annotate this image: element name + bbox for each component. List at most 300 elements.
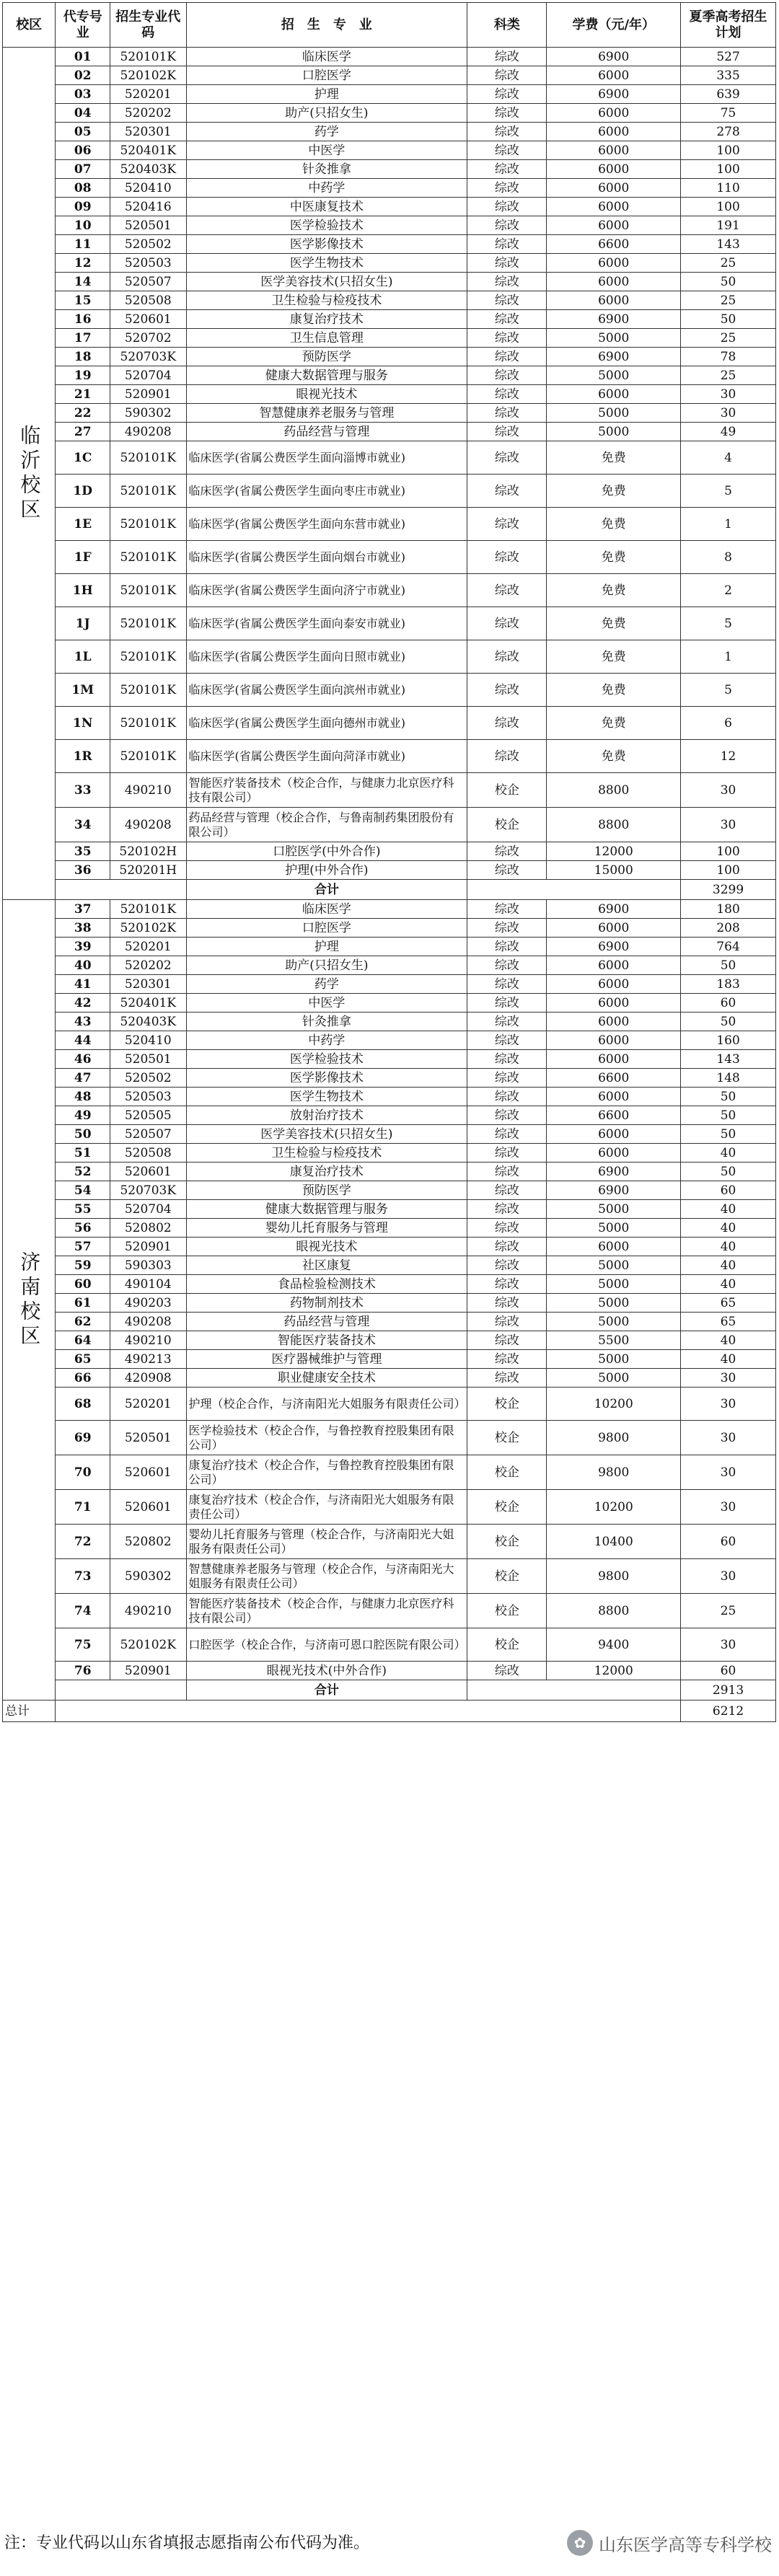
linyi-cell-major-code: 520703K: [110, 348, 186, 366]
jinan-cell-code: 61: [56, 1294, 110, 1313]
linyi-cell-tuition: 5000: [547, 404, 681, 423]
jinan-table-row: [3, 1525, 776, 1559]
header-code: 代专号业: [56, 3, 110, 48]
linyi-cell-major-code: 520503: [110, 254, 186, 273]
jinan-cell-major-name: 中医学: [186, 994, 467, 1013]
jinan-cell-major-code: 420908: [110, 1369, 186, 1388]
jinan-table-row: [3, 1388, 776, 1421]
jinan-cell-major-name: 医学影像技术: [186, 1069, 467, 1088]
header-category: 科类: [467, 3, 547, 48]
linyi-cell-major-code: 520202: [110, 104, 186, 123]
jinan-cell-plan: 30: [681, 1628, 776, 1662]
linyi-cell-major-name: 临床医学: [186, 48, 467, 66]
linyi-table-row: [3, 366, 776, 385]
linyi-cell-plan: 6: [681, 707, 776, 740]
jinan-table-row: [3, 1275, 776, 1294]
linyi-cell-plan: 100: [681, 160, 776, 179]
jinan-cell-major-name: 药物制剂技术: [186, 1294, 467, 1313]
jinan-cell-major-code: 520802: [110, 1219, 186, 1238]
linyi-cell-category: 综改: [467, 508, 547, 541]
linyi-cell-code: 19: [56, 366, 110, 385]
jinan-table-row: [3, 1031, 776, 1050]
jinan-table-row: [3, 1125, 776, 1144]
jinan-cell-category: 综改: [467, 1350, 547, 1369]
jinan-cell-category: 综改: [467, 919, 547, 938]
jinan-cell-tuition: 5000: [547, 1369, 681, 1388]
linyi-cell-code: 1E: [56, 508, 110, 541]
jinan-cell-plan: 30: [681, 1421, 776, 1455]
linyi-cell-category: 综改: [467, 740, 547, 773]
jinan-cell-plan: 40: [681, 1238, 776, 1256]
jinan-cell-plan: 30: [681, 1490, 776, 1525]
jinan-table-row: [3, 1088, 776, 1106]
jinan-table-row: [3, 1238, 776, 1256]
grand-total-spacer: [56, 1701, 681, 1722]
linyi-cell-code: 1F: [56, 541, 110, 574]
jinan-cell-category: 综改: [467, 1181, 547, 1200]
jinan-cell-major-name: 眼视光技术(中外合作): [186, 1662, 467, 1680]
jinan-cell-plan: 180: [681, 900, 776, 919]
linyi-cell-major-name: 中医康复技术: [186, 198, 467, 216]
jinan-cell-major-name: 智能医疗装备技术（校企合作，与健康力北京医疗科技有限公司）: [186, 1594, 467, 1628]
linyi-cell-category: 综改: [467, 861, 547, 880]
jinan-cell-tuition: 6600: [547, 1069, 681, 1088]
linyi-cell-category: 综改: [467, 475, 547, 508]
jinan-table-row: [3, 1455, 776, 1490]
jinan-cell-major-name: 智能医疗装备技术: [186, 1331, 467, 1350]
linyi-cell-code: 11: [56, 235, 110, 254]
linyi-table-row: [3, 141, 776, 160]
jinan-cell-plan: 40: [681, 1275, 776, 1294]
linyi-cell-major-code: 490210: [110, 773, 186, 808]
jinan-table-row: [3, 956, 776, 975]
jinan-cell-major-code: 520201: [110, 938, 186, 956]
jinan-cell-tuition: 9400: [547, 1628, 681, 1662]
jinan-cell-code: 55: [56, 1200, 110, 1219]
jinan-table-row: [3, 1369, 776, 1388]
linyi-cell-code: 1R: [56, 740, 110, 773]
linyi-cell-tuition: 5000: [547, 329, 681, 348]
linyi-cell-plan: 639: [681, 85, 776, 104]
linyi-cell-code: 10: [56, 216, 110, 235]
linyi-cell-category: 综改: [467, 273, 547, 291]
jinan-cell-code: 42: [56, 994, 110, 1013]
jinan-cell-tuition: 5000: [547, 1200, 681, 1219]
linyi-cell-code: 14: [56, 273, 110, 291]
jinan-cell-code: 75: [56, 1628, 110, 1662]
linyi-cell-tuition: 免费: [547, 607, 681, 640]
linyi-cell-tuition: 6900: [547, 85, 681, 104]
jinan-cell-tuition: 6000: [547, 1238, 681, 1256]
jinan-cell-major-code: 520101K: [110, 900, 186, 919]
jinan-cell-code: 72: [56, 1525, 110, 1559]
jinan-table-row: [3, 1069, 776, 1088]
linyi-total-row: [3, 880, 776, 900]
linyi-cell-major-name: 口腔医学: [186, 66, 467, 85]
linyi-table-row: [3, 254, 776, 273]
linyi-cell-code: 09: [56, 198, 110, 216]
jinan-cell-major-code: 520401K: [110, 994, 186, 1013]
linyi-table-row: [3, 48, 776, 66]
linyi-table-row: [3, 508, 776, 541]
jinan-campus-label: 济南校区: [3, 900, 56, 1701]
jinan-cell-code: 69: [56, 1421, 110, 1455]
jinan-cell-code: 59: [56, 1256, 110, 1275]
jinan-cell-major-name: 放射治疗技术: [186, 1106, 467, 1125]
jinan-cell-category: 综改: [467, 1013, 547, 1031]
linyi-table-row: [3, 310, 776, 329]
linyi-cell-plan: 30: [681, 385, 776, 404]
jinan-cell-tuition: 10200: [547, 1388, 681, 1421]
linyi-cell-tuition: 免费: [547, 674, 681, 707]
jinan-cell-major-name: 卫生检验与检疫技术: [186, 1144, 467, 1163]
linyi-table-row: [3, 198, 776, 216]
jinan-table-row: [3, 919, 776, 938]
linyi-cell-category: 综改: [467, 198, 547, 216]
linyi-cell-code: 06: [56, 141, 110, 160]
linyi-total-label: 合计: [186, 880, 467, 900]
linyi-cell-tuition: 免费: [547, 541, 681, 574]
jinan-cell-major-name: 护理（校企合作，与济南阳光大姐服务有限责任公司）: [186, 1388, 467, 1421]
jinan-cell-code: 57: [56, 1238, 110, 1256]
jinan-cell-code: 44: [56, 1031, 110, 1050]
header-tuition: 学费（元/年）: [547, 3, 681, 48]
linyi-cell-code: 08: [56, 179, 110, 198]
linyi-cell-plan: 1: [681, 508, 776, 541]
linyi-cell-plan: 5: [681, 475, 776, 508]
linyi-cell-category: 综改: [467, 842, 547, 861]
linyi-cell-major-name: 护理(中外合作): [186, 861, 467, 880]
linyi-cell-category: 综改: [467, 104, 547, 123]
linyi-cell-plan: 30: [681, 773, 776, 808]
jinan-cell-major-code: 520507: [110, 1125, 186, 1144]
jinan-cell-major-code: 520703K: [110, 1181, 186, 1200]
jinan-cell-category: 综改: [467, 1163, 547, 1181]
enrollment-plan-table: [2, 2, 776, 1722]
jinan-cell-category: 综改: [467, 956, 547, 975]
linyi-table-row: [3, 348, 776, 366]
linyi-cell-category: 综改: [467, 366, 547, 385]
linyi-table-row: [3, 640, 776, 674]
jinan-table-row: [3, 994, 776, 1013]
linyi-cell-tuition: 15000: [547, 861, 681, 880]
jinan-cell-plan: 143: [681, 1050, 776, 1069]
jinan-cell-category: 校企: [467, 1421, 547, 1455]
jinan-total-spacer: [56, 1680, 186, 1701]
jinan-cell-plan: 65: [681, 1294, 776, 1313]
linyi-cell-category: 综改: [467, 123, 547, 141]
linyi-cell-category: 综改: [467, 329, 547, 348]
jinan-cell-category: 综改: [467, 1313, 547, 1331]
linyi-cell-major-name: 临床医学(省属公费医学生面向济宁市就业): [186, 574, 467, 607]
linyi-cell-tuition: 5000: [547, 423, 681, 441]
linyi-cell-category: 综改: [467, 216, 547, 235]
linyi-cell-code: 03: [56, 85, 110, 104]
jinan-cell-category: 综改: [467, 1031, 547, 1050]
linyi-cell-code: 15: [56, 291, 110, 310]
linyi-cell-code: 36: [56, 861, 110, 880]
linyi-table-row: [3, 179, 776, 198]
linyi-cell-category: 综改: [467, 385, 547, 404]
jinan-cell-major-name: 医学检验技术: [186, 1050, 467, 1069]
jinan-cell-tuition: 6000: [547, 1013, 681, 1031]
jinan-cell-category: 综改: [467, 1238, 547, 1256]
linyi-table-row: [3, 541, 776, 574]
watermark: [567, 2530, 772, 2556]
jinan-table-row: [3, 900, 776, 919]
linyi-cell-category: 综改: [467, 85, 547, 104]
linyi-cell-major-name: 临床医学(省属公费医学生面向泰安市就业): [186, 607, 467, 640]
linyi-cell-category: 综改: [467, 160, 547, 179]
jinan-cell-major-name: 临床医学: [186, 900, 467, 919]
jinan-cell-category: 综改: [467, 900, 547, 919]
linyi-cell-category: 校企: [467, 808, 547, 842]
jinan-cell-code: 40: [56, 956, 110, 975]
linyi-table-row: [3, 740, 776, 773]
jinan-cell-plan: 25: [681, 1594, 776, 1628]
linyi-cell-plan: 30: [681, 808, 776, 842]
jinan-cell-major-code: 520410: [110, 1031, 186, 1050]
jinan-total-value: 2913: [681, 1680, 776, 1701]
linyi-cell-major-name: 医学美容技术(只招女生): [186, 273, 467, 291]
jinan-cell-major-name: 健康大数据管理与服务: [186, 1200, 467, 1219]
jinan-cell-category: 综改: [467, 1275, 547, 1294]
jinan-cell-major-name: 针灸推拿: [186, 1013, 467, 1031]
jinan-cell-major-code: 520202: [110, 956, 186, 975]
jinan-cell-tuition: 6000: [547, 994, 681, 1013]
jinan-cell-plan: 30: [681, 1369, 776, 1388]
linyi-cell-plan: 1: [681, 640, 776, 674]
linyi-cell-major-code: 520101K: [110, 574, 186, 607]
jinan-total-label: 合计: [186, 1680, 467, 1701]
jinan-table-row: [3, 938, 776, 956]
jinan-cell-code: 47: [56, 1069, 110, 1088]
linyi-cell-category: 综改: [467, 674, 547, 707]
linyi-total-value: 3299: [681, 880, 776, 900]
linyi-cell-plan: 30: [681, 404, 776, 423]
jinan-cell-plan: 208: [681, 919, 776, 938]
jinan-cell-plan: 65: [681, 1313, 776, 1331]
footnote: 注：专业代码以山东省填报志愿指南公布代码为准。: [4, 2534, 370, 2552]
jinan-cell-major-name: 医学生物技术: [186, 1088, 467, 1106]
jinan-cell-tuition: 6000: [547, 1050, 681, 1069]
linyi-cell-tuition: 6600: [547, 235, 681, 254]
linyi-cell-code: 1D: [56, 475, 110, 508]
jinan-section: [3, 900, 776, 1701]
jinan-table-row: [3, 1313, 776, 1331]
linyi-cell-major-code: 520502: [110, 235, 186, 254]
jinan-cell-plan: 50: [681, 1088, 776, 1106]
linyi-cell-plan: 8: [681, 541, 776, 574]
linyi-cell-major-code: 520702: [110, 329, 186, 348]
jinan-cell-code: 64: [56, 1331, 110, 1350]
linyi-cell-plan: 4: [681, 441, 776, 475]
linyi-table-row: [3, 235, 776, 254]
jinan-cell-plan: 60: [681, 1662, 776, 1680]
linyi-cell-category: 综改: [467, 291, 547, 310]
linyi-cell-tuition: 6900: [547, 348, 681, 366]
wechat-icon: ✿: [567, 2530, 593, 2556]
linyi-cell-tuition: 6000: [547, 179, 681, 198]
linyi-table-row: [3, 160, 776, 179]
jinan-cell-code: 49: [56, 1106, 110, 1125]
linyi-cell-tuition: 6000: [547, 123, 681, 141]
jinan-cell-plan: 148: [681, 1069, 776, 1088]
linyi-table-row: [3, 85, 776, 104]
jinan-cell-category: 综改: [467, 1125, 547, 1144]
jinan-cell-major-name: 婴幼儿托育服务与管理（校企合作，与济南阳光大姐服务有限责任公司）: [186, 1525, 467, 1559]
jinan-table-row: [3, 1106, 776, 1125]
linyi-cell-major-name: 健康大数据管理与服务: [186, 366, 467, 385]
jinan-cell-category: 综改: [467, 1144, 547, 1163]
linyi-cell-major-code: 590302: [110, 404, 186, 423]
linyi-cell-category: 综改: [467, 640, 547, 674]
jinan-cell-tuition: 9800: [547, 1559, 681, 1594]
linyi-cell-plan: 78: [681, 348, 776, 366]
jinan-cell-major-code: 520802: [110, 1525, 186, 1559]
jinan-cell-major-code: 520505: [110, 1106, 186, 1125]
grand-total-value: 6212: [681, 1701, 776, 1722]
jinan-cell-major-name: 康复治疗技术（校企合作，与鲁控教育控股集团有限公司）: [186, 1455, 467, 1490]
linyi-cell-code: 34: [56, 808, 110, 842]
jinan-cell-tuition: 8800: [547, 1594, 681, 1628]
jinan-cell-category: 综改: [467, 1069, 547, 1088]
linyi-cell-plan: 2: [681, 574, 776, 607]
jinan-cell-major-name: 医疗器械维护与管理: [186, 1350, 467, 1369]
jinan-table-row: [3, 1594, 776, 1628]
linyi-cell-major-code: 490208: [110, 423, 186, 441]
linyi-cell-major-name: 临床医学(省属公费医学生面向菏泽市就业): [186, 740, 467, 773]
linyi-cell-category: 综改: [467, 48, 547, 66]
linyi-cell-major-name: 临床医学(省属公费医学生面向东营市就业): [186, 508, 467, 541]
jinan-cell-plan: 50: [681, 1125, 776, 1144]
header-major: 招 生 专 业: [186, 3, 467, 48]
linyi-cell-plan: 25: [681, 291, 776, 310]
jinan-cell-category: 综改: [467, 1106, 547, 1125]
jinan-cell-category: 校企: [467, 1559, 547, 1594]
linyi-cell-tuition: 8800: [547, 773, 681, 808]
linyi-cell-tuition: 6000: [547, 216, 681, 235]
linyi-cell-major-code: 520102H: [110, 842, 186, 861]
linyi-cell-category: 综改: [467, 141, 547, 160]
jinan-cell-code: 37: [56, 900, 110, 919]
jinan-cell-major-code: 520901: [110, 1662, 186, 1680]
linyi-cell-plan: 5: [681, 607, 776, 640]
jinan-cell-major-code: 520501: [110, 1421, 186, 1455]
jinan-cell-category: 综改: [467, 1256, 547, 1275]
linyi-cell-plan: 75: [681, 104, 776, 123]
linyi-cell-major-name: 眼视光技术: [186, 385, 467, 404]
linyi-cell-major-name: 针灸推拿: [186, 160, 467, 179]
jinan-cell-category: 校企: [467, 1628, 547, 1662]
jinan-cell-major-name: 助产(只招女生): [186, 956, 467, 975]
jinan-table-row: [3, 1144, 776, 1163]
linyi-cell-tuition: 6000: [547, 141, 681, 160]
linyi-total-spacer2: [467, 880, 681, 900]
linyi-table-row: [3, 291, 776, 310]
linyi-cell-major-code: 490208: [110, 808, 186, 842]
linyi-cell-tuition: 12000: [547, 842, 681, 861]
jinan-cell-tuition: 6900: [547, 900, 681, 919]
jinan-cell-tuition: 12000: [547, 1662, 681, 1680]
linyi-cell-plan: 100: [681, 861, 776, 880]
linyi-cell-tuition: 免费: [547, 640, 681, 674]
linyi-cell-tuition: 免费: [547, 508, 681, 541]
linyi-cell-major-name: 中药学: [186, 179, 467, 198]
linyi-section: [3, 48, 776, 900]
linyi-cell-major-name: 智能医疗装备技术（校企合作，与健康力北京医疗科技有限公司）: [186, 773, 467, 808]
jinan-cell-tuition: 5000: [547, 1219, 681, 1238]
jinan-cell-code: 62: [56, 1313, 110, 1331]
jinan-total-spacer2: [467, 1680, 681, 1701]
linyi-cell-code: 1H: [56, 574, 110, 607]
linyi-cell-code: 04: [56, 104, 110, 123]
jinan-cell-major-code: 520503: [110, 1088, 186, 1106]
header-row: [3, 3, 776, 48]
jinan-table-row: [3, 975, 776, 994]
linyi-cell-tuition: 6900: [547, 310, 681, 329]
linyi-cell-major-name: 药学: [186, 123, 467, 141]
linyi-cell-major-code: 520201H: [110, 861, 186, 880]
linyi-cell-major-code: 520201: [110, 85, 186, 104]
jinan-cell-major-code: 520102K: [110, 1628, 186, 1662]
linyi-cell-tuition: 免费: [547, 740, 681, 773]
linyi-cell-tuition: 免费: [547, 475, 681, 508]
linyi-cell-category: 综改: [467, 310, 547, 329]
jinan-cell-code: 54: [56, 1181, 110, 1200]
linyi-total-spacer: [56, 880, 186, 900]
linyi-cell-plan: 50: [681, 310, 776, 329]
jinan-cell-tuition: 10200: [547, 1490, 681, 1525]
linyi-cell-major-name: 智慧健康养老服务与管理: [186, 404, 467, 423]
jinan-cell-code: 51: [56, 1144, 110, 1163]
jinan-cell-tuition: 6000: [547, 956, 681, 975]
linyi-cell-code: 05: [56, 123, 110, 141]
jinan-cell-major-code: 520301: [110, 975, 186, 994]
linyi-cell-major-name: 临床医学(省属公费医学生面向淄博市就业): [186, 441, 467, 475]
linyi-cell-major-code: 520416: [110, 198, 186, 216]
jinan-cell-major-code: 490213: [110, 1350, 186, 1369]
linyi-cell-tuition: 6000: [547, 104, 681, 123]
linyi-cell-tuition: 6000: [547, 160, 681, 179]
linyi-cell-major-code: 520507: [110, 273, 186, 291]
jinan-cell-plan: 50: [681, 1163, 776, 1181]
linyi-cell-tuition: 6000: [547, 291, 681, 310]
jinan-cell-tuition: 5000: [547, 1275, 681, 1294]
linyi-cell-code: 33: [56, 773, 110, 808]
linyi-cell-code: 1N: [56, 707, 110, 740]
linyi-cell-plan: 25: [681, 254, 776, 273]
linyi-cell-major-code: 520101K: [110, 475, 186, 508]
jinan-cell-major-code: 490210: [110, 1331, 186, 1350]
linyi-table-row: [3, 441, 776, 475]
jinan-cell-tuition: 10400: [547, 1525, 681, 1559]
jinan-cell-code: 41: [56, 975, 110, 994]
jinan-table-row: [3, 1421, 776, 1455]
linyi-table-row: [3, 423, 776, 441]
jinan-cell-plan: 60: [681, 994, 776, 1013]
linyi-table-row: [3, 404, 776, 423]
jinan-table-row: [3, 1559, 776, 1594]
linyi-cell-major-code: 520601: [110, 310, 186, 329]
jinan-cell-tuition: 5000: [547, 1350, 681, 1369]
linyi-cell-plan: 110: [681, 179, 776, 198]
linyi-cell-plan: 278: [681, 123, 776, 141]
jinan-cell-major-code: 520102K: [110, 919, 186, 938]
linyi-cell-major-code: 520401K: [110, 141, 186, 160]
jinan-cell-category: 综改: [467, 938, 547, 956]
jinan-cell-major-code: 520201: [110, 1388, 186, 1421]
